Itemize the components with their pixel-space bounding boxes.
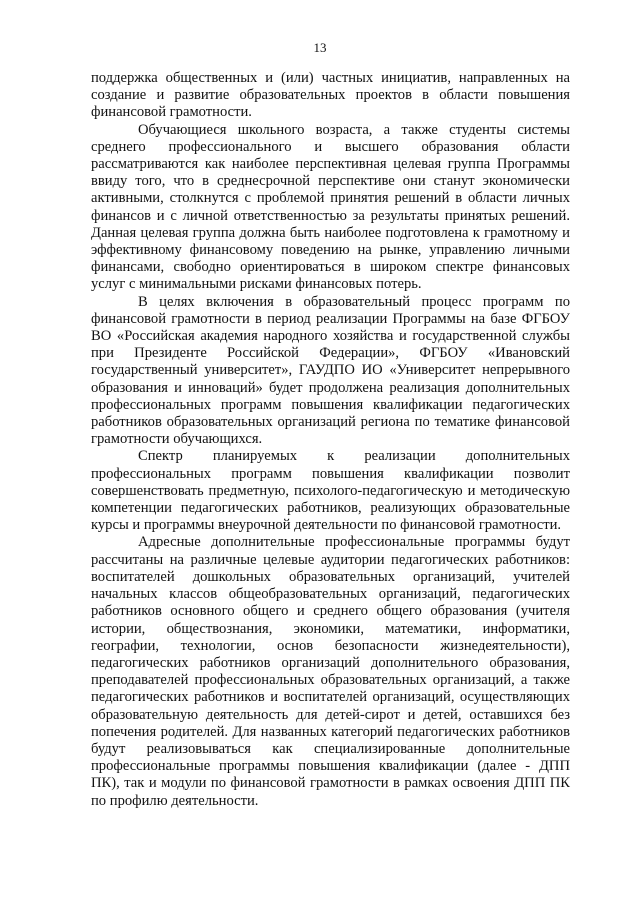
paragraph-target-audiences: Адресные дополнительные профессиональные программы будут рассчитаны на различные целевые аудитории педагогических работников: воспитателей дошкольных образовательных организаций, учителей начальных классов общеобразовательных организаций, педагогических работников основного общего и среднего общего образования (учителя истории, обществознания, экономики, математики, информатики, географии, технологии, основ безопасности жизнедеятельности), педагогических работников организаций дополнительного образования, преподавателей профессиональных образовательных организаций, а также педагогических работников и воспитателей организаций, осуществляющих образовательную деятельность для детей-сирот и детей, оставшихся без попечения родителей. Для названных категорий педагогических работников будут реализовываться как специализированные дополнительные профессиональные программы повышения квалификации (далее - ДПП ПК), так и модули по финансовой грамотности в рамках освоения ДПП ПК по профилю деятельности. xyxy=(91,534,570,809)
document-body xyxy=(91,70,570,810)
paragraph-initiatives: поддержка общественных и (или) частных инициатив, направленных на создание и развитие образовательных проектов в области повышения финансовой грамотности. xyxy=(91,70,570,121)
paragraph-competencies: Спектр планируемых к реализации дополнительных профессиональных программ повышения квалификации позволит совершенствовать предметную, психолого-педагогическую и методическую компетенции педагогических работников, реализующих образовательные курсы и программы внеурочной деятельности по финансовой грамотности. xyxy=(91,448,570,534)
paragraph-target-group: Обучающиеся школьного возраста, а также студенты системы среднего профессионального и высшего образования области рассматриваются как наиболее перспективная целевая группа Программы ввиду того, что в среднесрочной перспективе они станут экономически активными, столкнутся с проблемой принятия решений в области личных финансов и с личной ответственностью за результаты принятых решений. Данная целевая группа должна быть наиболее подготовлена к грамотному и эффективному финансовому поведению на рынке, управлению личными финансами, свободно ориентироваться в широком спектре финансовых услуг с минимальными рисками финансовых потерь. xyxy=(91,121,570,293)
page-number: 13 xyxy=(313,40,327,55)
paragraph-educational-programs: В целях включения в образовательный процесс программ по финансовой грамотности в период реализации Программы на базе ФГБОУ ВО «Российская академия народного хозяйства и государственной службы при Президенте Российской Федерации», ФГБОУ «Ивановский государственный университет», ГАУДПО ИО «Университет непрерывного образования и инноваций» будет продолжена реализация дополнительных профессиональных программ повышения квалификации педагогических работников образовательных организаций региона по тематике финансовой грамотности обучающихся. xyxy=(91,293,570,448)
